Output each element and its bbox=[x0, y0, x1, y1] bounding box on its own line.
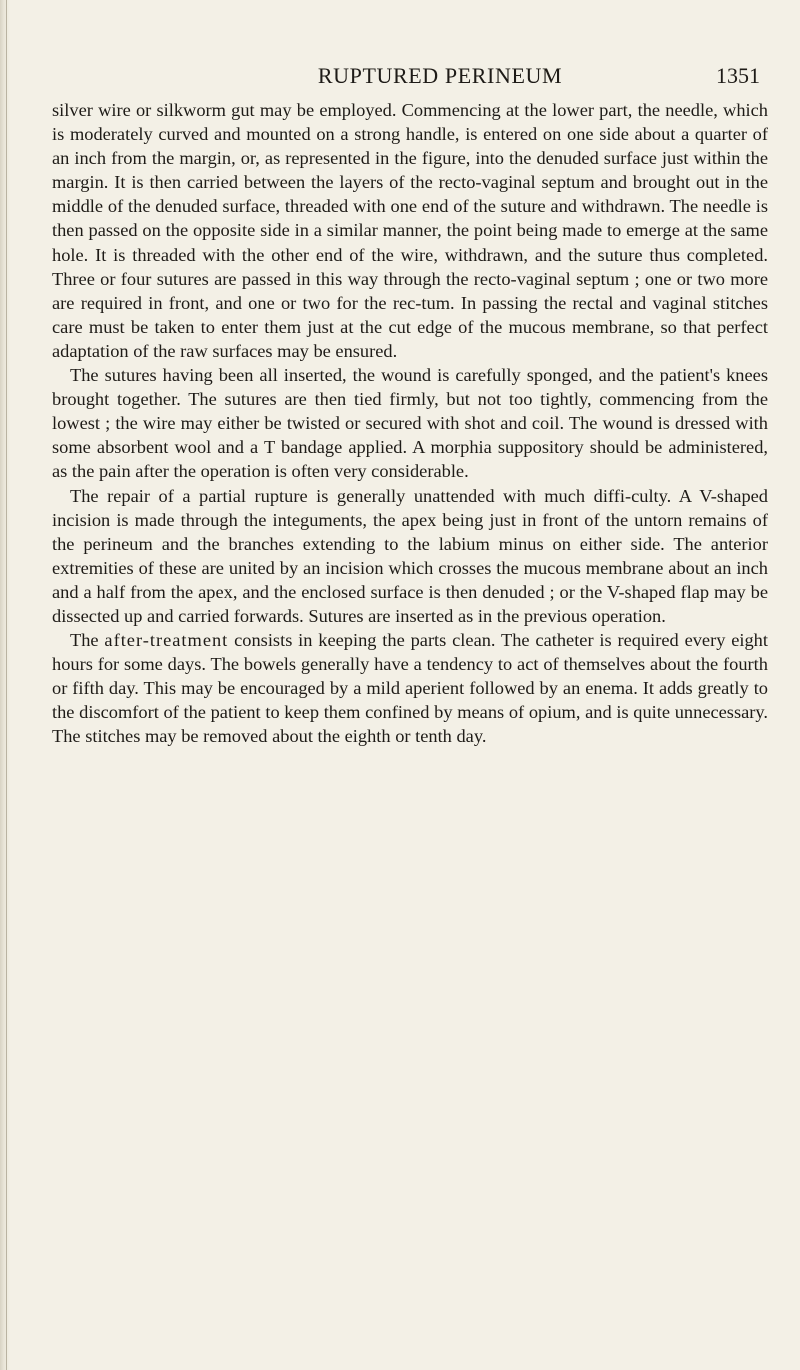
paragraph bbox=[52, 628, 768, 748]
page-edge bbox=[0, 0, 10, 1370]
running-head: RUPTURED PERINEUM bbox=[317, 63, 563, 88]
page-edge-line bbox=[6, 0, 7, 1370]
body-text bbox=[52, 98, 768, 749]
paragraph: The sutures having been all inserted, the wound is carefully sponged, and the patient's knees brought together. The sutures are then tied firmly, but not too tightly, commencing from the lowest ; the wire may either be twisted or secured with shot and coil. The wound is dressed with some absorbent wool and a T bandage applied. A morphia suppository should be administered, as the pain after the operation is often very considerable. bbox=[52, 365, 768, 482]
emphasized-term: after-treatment bbox=[104, 630, 229, 651]
page-number: 1351 bbox=[716, 63, 760, 88]
paragraph-lead: The bbox=[70, 630, 105, 651]
paragraph: The repair of a partial rupture is generally unattended with much diffi-culty. A V-shaped incision is made through the integuments, the apex being just in front of the untorn remains of the perineum and the branches extending to the labium minus on either side. The anterior extremities of these are united by an incision which crosses the mucous membrane about an inch and a half from the apex, and the enclosed surface is then denuded ; or the V-shaped flap may be dissected up and carried forwards. Sutures are inserted as in the previous operation. bbox=[52, 485, 768, 626]
page-header bbox=[60, 60, 760, 92]
paragraph-text: consists in keeping the parts clean. The catheter is required every eight hours for some days. The bowels generally have a tendency to act of themselves about the fourth or fifth day. This may be encouraged by a mild aperient followed by an enema. It adds greatly to the discomfort of the patient to keep them confined by means of opium, and is quite unnecessary. The stitches may be removed about the eighth or tenth day. bbox=[52, 630, 768, 747]
paragraph: silver wire or silkworm gut may be employed. Commencing at the lower part, the needle, which is moderately curved and mounted on a strong handle, is entered on one side about a quarter of an inch from the margin, or, as represented in the figure, into the denuded surface just within the margin. It is then carried between the layers of the recto-vaginal septum and brought out in the middle of the denuded surface, threaded with one end of the suture and withdrawn. The needle is then passed on the opposite side in a similar manner, the point being made to emerge at the same hole. It is threaded with the other end of the wire, withdrawn, and the suture thus completed. Three or four sutures are passed in this way through the recto-vaginal septum ; one or two more are required in front, and one or two for the rec-tum. In passing the rectal and vaginal stitches care must be taken to enter them just at the cut edge of the mucous membrane, so that perfect adaptation of the raw surfaces may be ensured. bbox=[52, 100, 768, 361]
